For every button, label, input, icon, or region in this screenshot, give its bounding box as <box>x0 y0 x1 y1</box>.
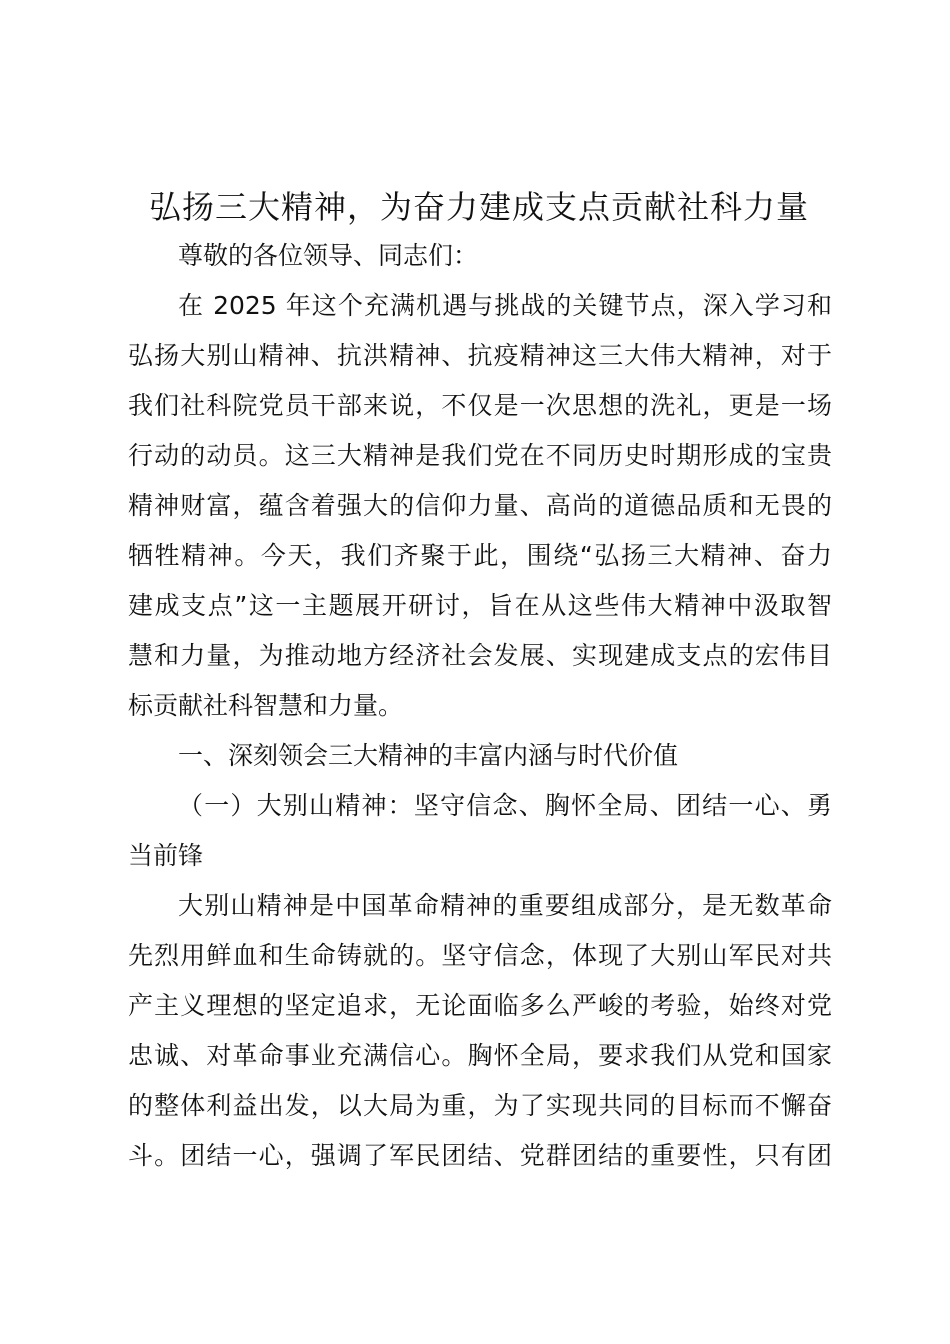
body-line: 牺牲精神。今天，我们齐聚于此，围绕“弘扬三大精神、奋力 <box>128 541 832 570</box>
body-line: 的整体利益出发，以大局为重，为了实现共同的目标而不懈奋 <box>128 1091 832 1120</box>
body-line: 当前锋 <box>128 841 204 870</box>
body-line: 弘扬大别山精神、抗洪精神、抗疫精神这三大伟大精神，对于 <box>128 341 832 370</box>
body-line: 建成支点”这一主题展开研讨，旨在从这些伟大精神中汲取智 <box>128 591 832 620</box>
body-line: 产主义理想的坚定追求，无论面临多么严峻的考验，始终对党 <box>128 991 832 1020</box>
body-line: 慧和力量，为推动地方经济社会发展、实现建成支点的宏伟目 <box>128 641 832 670</box>
document-title: 弘扬三大精神，为奋力建成支点贡献社科力量 <box>148 188 809 226</box>
body-line: 我们社科院党员干部来说，不仅是一次思想的洗礼，更是一场 <box>128 391 832 420</box>
body-line: 尊敬的各位领导、同志们： <box>178 241 479 270</box>
body-line: 斗。团结一心，强调了军民团结、党群团结的重要性，只有团 <box>128 1141 832 1170</box>
body-line: 在 2025 年这个充满机遇与挑战的关键节点，深入学习和 <box>178 291 832 320</box>
body-line: 忠诚、对革命事业充满信心。胸怀全局，要求我们从党和国家 <box>128 1041 832 1070</box>
body-line: （一）大别山精神：坚守信念、胸怀全局、团结一心、勇 <box>178 791 832 820</box>
body-line: 标贡献社科智慧和力量。 <box>128 691 404 720</box>
body-line: 行动的动员。这三大精神是我们党在不同历史时期形成的宝贵 <box>128 441 832 470</box>
body-line: 精神财富，蕴含着强大的信仰力量、高尚的道德品质和无畏的 <box>128 491 832 520</box>
body-line: 先烈用鲜血和生命铸就的。坚守信念，体现了大别山军民对共 <box>128 941 832 970</box>
body-line: 一、深刻领会三大精神的丰富内涵与时代价值 <box>178 741 679 770</box>
body-line: 大别山精神是中国革命精神的重要组成部分，是无数革命 <box>178 891 832 920</box>
